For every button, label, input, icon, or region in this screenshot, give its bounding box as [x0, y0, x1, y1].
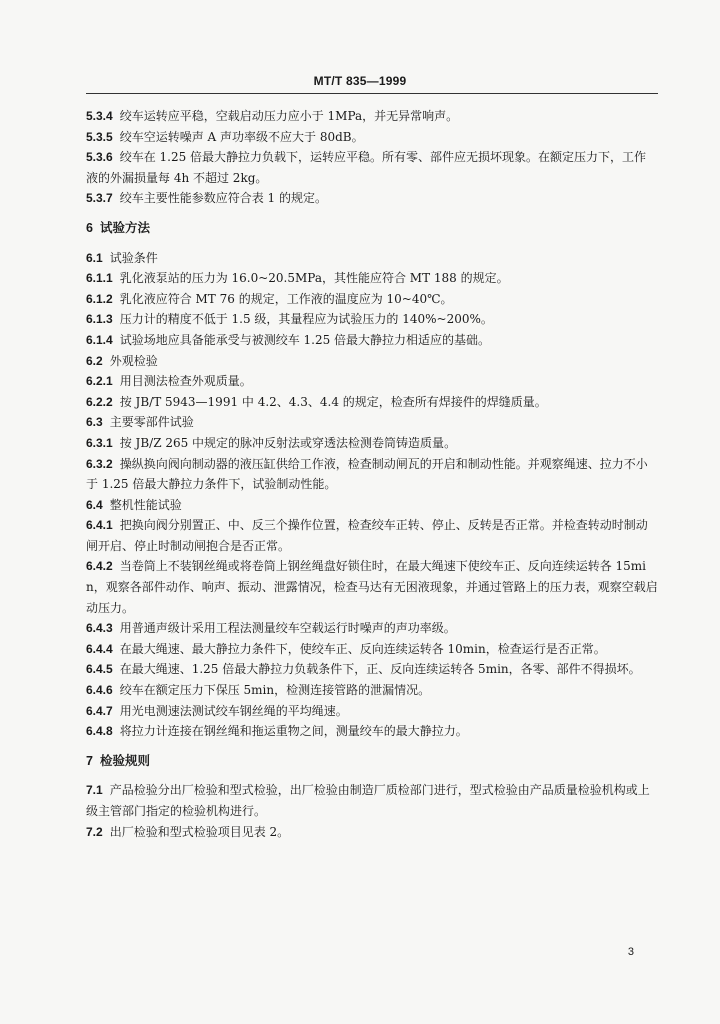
clause-number: 6.4.8 [86, 724, 113, 739]
clause-paragraph [86, 556, 658, 618]
clause-paragraph [86, 433, 658, 454]
clause-number: 6.4.3 [86, 621, 113, 636]
clause-number: 6.2.1 [86, 374, 113, 389]
clause-number: 6.1.2 [86, 291, 113, 306]
clause-paragraph [86, 454, 658, 495]
clause-text: 压力计的精度不低于 1.5 级，其量程应为试验压力的 140%~200%。 [119, 312, 493, 327]
clause-number: 6.4.5 [86, 662, 113, 677]
clause-text: 绞车空运转噪声 A 声功率级不应大于 80dB。 [119, 129, 364, 144]
clause-number: 6.2 [86, 353, 103, 368]
clause-number: 5.3.4 [86, 109, 113, 123]
clause-number: 6.1.3 [86, 312, 113, 327]
clause-text: 绞车运转应平稳，空载启动压力应小于 1MPa，并无异常响声。 [119, 109, 459, 123]
clause-number: 6.4 [86, 497, 103, 512]
clause-number: 6.1.1 [86, 271, 113, 286]
clause-text: 按 JB/T 5943—1991 中 4.2、4.3、4.4 的规定，检查所有焊接件的焊缝质量。 [119, 394, 547, 409]
clause-text: 当卷筒上不装钢丝绳或将卷筒上钢丝绳盘好锁住时，在最大绳速下使绞车正、反向连续运转各 15min，观察各部件动作、响声、振动、泄露情况，检查马达有无困液现象，并通过管路上的压力表，观察空载启动压力。 [86, 559, 658, 615]
clause-paragraph [86, 618, 658, 639]
clause-text: 试验方法 [99, 219, 150, 235]
clause-number: 6.3.2 [86, 456, 113, 471]
clause-number: 5.3.5 [86, 129, 113, 144]
clause-text: 乳化液泵站的压力为 16.0~20.5MPa，其性能应符合 MT 188 的规定。 [119, 271, 509, 286]
clause-text: 用光电测速法测试绞车钢丝绳的平均绳速。 [119, 703, 348, 718]
clause-text: 操纵换向阀向制动器的液压缸供给工作液，检查制动闸瓦的开启和制动性能。并观察绳速、拉力不小于 1.25 倍最大静拉力条件下，试验制动性能。 [86, 456, 648, 492]
clause-number: 6.2.2 [86, 394, 113, 409]
clause-number: 6.4.7 [86, 703, 113, 718]
clause-number: 6.4.6 [86, 683, 113, 698]
clause-number: 6.3.1 [86, 435, 113, 450]
clause-text: 出厂检验和型式检验项目见表 2。 [109, 824, 290, 839]
clause-paragraph [86, 127, 658, 148]
clause-number: 5.3.6 [86, 150, 113, 165]
page-number: 3 [627, 946, 634, 958]
subsection-heading [86, 412, 658, 433]
clause-number: 5.3.7 [86, 191, 113, 206]
clause-paragraph [86, 639, 658, 660]
clause-number: 6.4.1 [86, 518, 113, 533]
document-body [86, 106, 658, 842]
clause-paragraph [86, 371, 658, 392]
clause-paragraph [86, 268, 658, 289]
clause-number: 6.1.4 [86, 332, 113, 347]
clause-text: 产品检验分出厂检验和型式检验，出厂检验由制造厂质检部门进行，型式检验由产品质量检验机构或上级主管部门指定的检验机构进行。 [86, 783, 650, 818]
section-heading [86, 751, 658, 772]
clause-paragraph [86, 680, 658, 701]
clause-text: 把换向阀分别置正、中、反三个操作位置，检查绞车正转、停止、反转是否正常。并检查转动时制动闸开启、停止时制动闸抱合是否正常。 [86, 518, 648, 553]
standard-code-header: MT/T 835—1999 [313, 74, 407, 88]
clause-paragraph [86, 330, 658, 351]
clause-paragraph [86, 106, 658, 127]
clause-text: 在最大绳速、最大静拉力条件下，使绞车正、反向连续运转各 10min，检查运行是否正常。 [119, 641, 606, 656]
clause-paragraph [86, 701, 658, 722]
clause-text: 外观检验 [109, 353, 158, 368]
header-rule [86, 93, 658, 94]
clause-text: 用普通声级计采用工程法测量绞车空载运行时噪声的声功率级。 [119, 621, 456, 636]
clause-number: 6 [86, 220, 93, 235]
clause-paragraph [86, 515, 658, 556]
clause-paragraph [86, 659, 658, 680]
clause-paragraph [86, 721, 658, 742]
clause-number: 6.3 [86, 415, 103, 430]
clause-text: 将拉力计连接在钢丝绳和拖运重物之间，测量绞车的最大静拉力。 [119, 724, 468, 739]
clause-text: 乳化液应符合 MT 76 的规定，工作液的温度应为 10~40℃。 [119, 291, 453, 306]
clause-text: 按 JB/Z 265 中规定的脉冲反射法或穿透法检测卷筒铸造质量。 [119, 435, 457, 450]
clause-number: 7.2 [86, 824, 103, 839]
clause-number: 7.1 [86, 783, 103, 798]
clause-paragraph [86, 780, 658, 821]
subsection-heading [86, 248, 658, 269]
section-heading [86, 218, 658, 239]
clause-number: 6.4.2 [86, 559, 113, 574]
clause-text: 绞车主要性能参数应符合表 1 的规定。 [119, 191, 327, 206]
subsection-heading [86, 351, 658, 372]
clause-number: 6.4.4 [86, 641, 113, 656]
clause-paragraph [86, 309, 658, 330]
subsection-heading [86, 495, 658, 516]
clause-paragraph [86, 147, 658, 188]
clause-text: 用目测法检查外观质量。 [119, 374, 252, 389]
clause-text: 整机性能试验 [109, 497, 182, 512]
clause-number: 6.1 [86, 250, 103, 265]
clause-text: 试验场地应具备能承受与被测绞车 1.25 倍最大静拉力相适应的基础。 [119, 332, 491, 347]
clause-text: 绞车在 1.25 倍最大静拉力负载下，运转应平稳。所有零、部件应无损坏现象。在额定压力下，工作液的外漏损量每 4h 不超过 2kg。 [86, 150, 647, 185]
clause-text: 检验规则 [99, 752, 150, 768]
clause-text: 试验条件 [109, 250, 158, 265]
clause-paragraph [86, 289, 658, 310]
clause-paragraph [86, 392, 658, 413]
clause-text: 绞车在额定压力下保压 5min，检测连接管路的泄漏情况。 [119, 683, 431, 698]
clause-text: 主要零部件试验 [109, 415, 194, 430]
clause-paragraph [86, 822, 658, 843]
clause-paragraph [86, 188, 658, 209]
clause-number: 7 [86, 753, 93, 768]
clause-text: 在最大绳速、1.25 倍最大静拉力负载条件下，正、反向连续运转各 5min，各零、部件不得损坏。 [119, 662, 641, 677]
